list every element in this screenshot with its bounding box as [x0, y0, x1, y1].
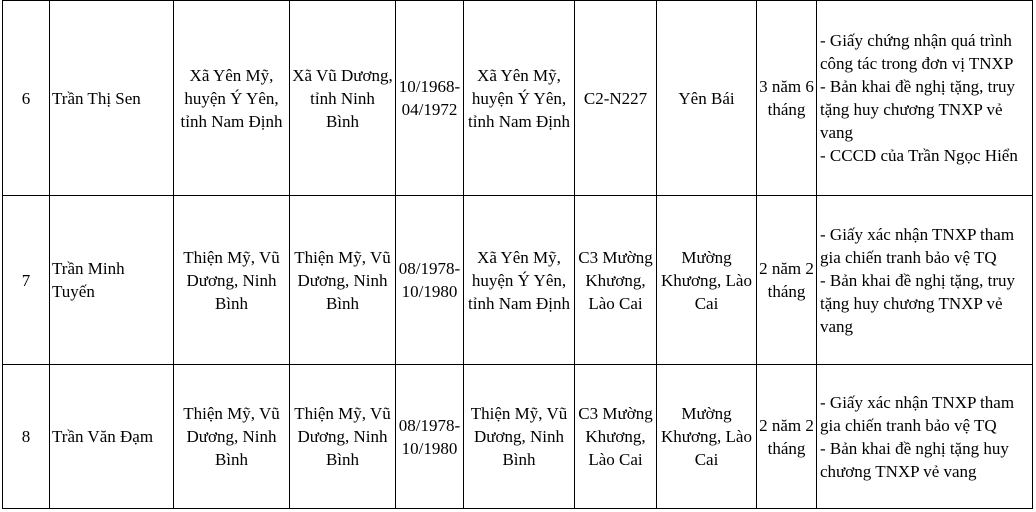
location-cell: Mường Khương, Lào Cai [657, 196, 757, 365]
name-cell: Trần Văn Đạm [50, 365, 174, 509]
enlist-place-cell: Xã Yên Mỹ, huyện Ý Yên, tỉnh Nam Định [464, 196, 575, 365]
document-item: - Bản khai đề nghị tặng huy chương TNXP vẻ vang [820, 438, 1009, 481]
document-item: - Bản khai đề nghị tặng, truy tặng huy chương TNXP vẻ vang [820, 270, 1015, 336]
location-cell: Yên Bái [657, 1, 757, 196]
location-cell: Mường Khương, Lào Cai [657, 365, 757, 509]
birthplace-cell: Thiện Mỹ, Vũ Dương, Ninh Bình [174, 365, 290, 509]
name-cell: Trần Minh Tuyến [50, 196, 174, 365]
document-item: - Giấy xác nhận TNXP tham gia chiến tranh bảo vệ TQ [820, 224, 1015, 267]
period-cell: 08/1978-10/1980 [396, 365, 464, 509]
name-cell: Trần Thị Sen [50, 1, 174, 196]
document-item: - Bản khai đề nghị tặng, truy tặng huy chương TNXP vẻ vang [820, 77, 1015, 142]
documents-cell [817, 196, 1033, 365]
stt-cell: 8 [3, 365, 50, 509]
table-row [3, 196, 1033, 365]
residence-cell: Thiện Mỹ, Vũ Dương, Ninh Bình [290, 365, 396, 509]
residence-cell: Xã Vũ Dương, tỉnh Ninh Bình [290, 1, 396, 196]
document-item: - Giấy xác nhận TNXP tham gia chiến tranh bảo vệ TQ [820, 392, 1015, 435]
duration-cell: 2 năm 2 tháng [757, 365, 817, 509]
documents-cell [817, 365, 1033, 509]
birthplace-cell: Thiện Mỹ, Vũ Dương, Ninh Bình [174, 196, 290, 365]
table-row [3, 1, 1033, 196]
unit-cell: C3 Mường Khương, Lào Cai [575, 196, 657, 365]
table-row [3, 365, 1033, 509]
unit-cell: C3 Mường Khương, Lào Cai [575, 365, 657, 509]
enlist-place-cell: Thiện Mỹ, Vũ Dương, Ninh Bình [464, 365, 575, 509]
records-table [2, 0, 1033, 509]
stt-cell: 6 [3, 1, 50, 196]
documents-cell [817, 1, 1033, 196]
residence-cell: Thiện Mỹ, Vũ Dương, Ninh Bình [290, 196, 396, 365]
document-item: - Giấy chứng nhận quá trình công tác trong đơn vị TNXP [820, 31, 1014, 73]
duration-cell: 3 năm 6 tháng [757, 1, 817, 196]
stt-cell: 7 [3, 196, 50, 365]
unit-cell: C2-N227 [575, 1, 657, 196]
period-cell: 08/1978-10/1980 [396, 196, 464, 365]
birthplace-cell: Xã Yên Mỹ, huyện Ý Yên, tỉnh Nam Định [174, 1, 290, 196]
enlist-place-cell: Xã Yên Mỹ, huyện Ý Yên, tỉnh Nam Định [464, 1, 575, 196]
document-item: - CCCD của Trần Ngọc Hiển [820, 146, 1018, 165]
period-cell: 10/1968-04/1972 [396, 1, 464, 196]
duration-cell: 2 năm 2 tháng [757, 196, 817, 365]
